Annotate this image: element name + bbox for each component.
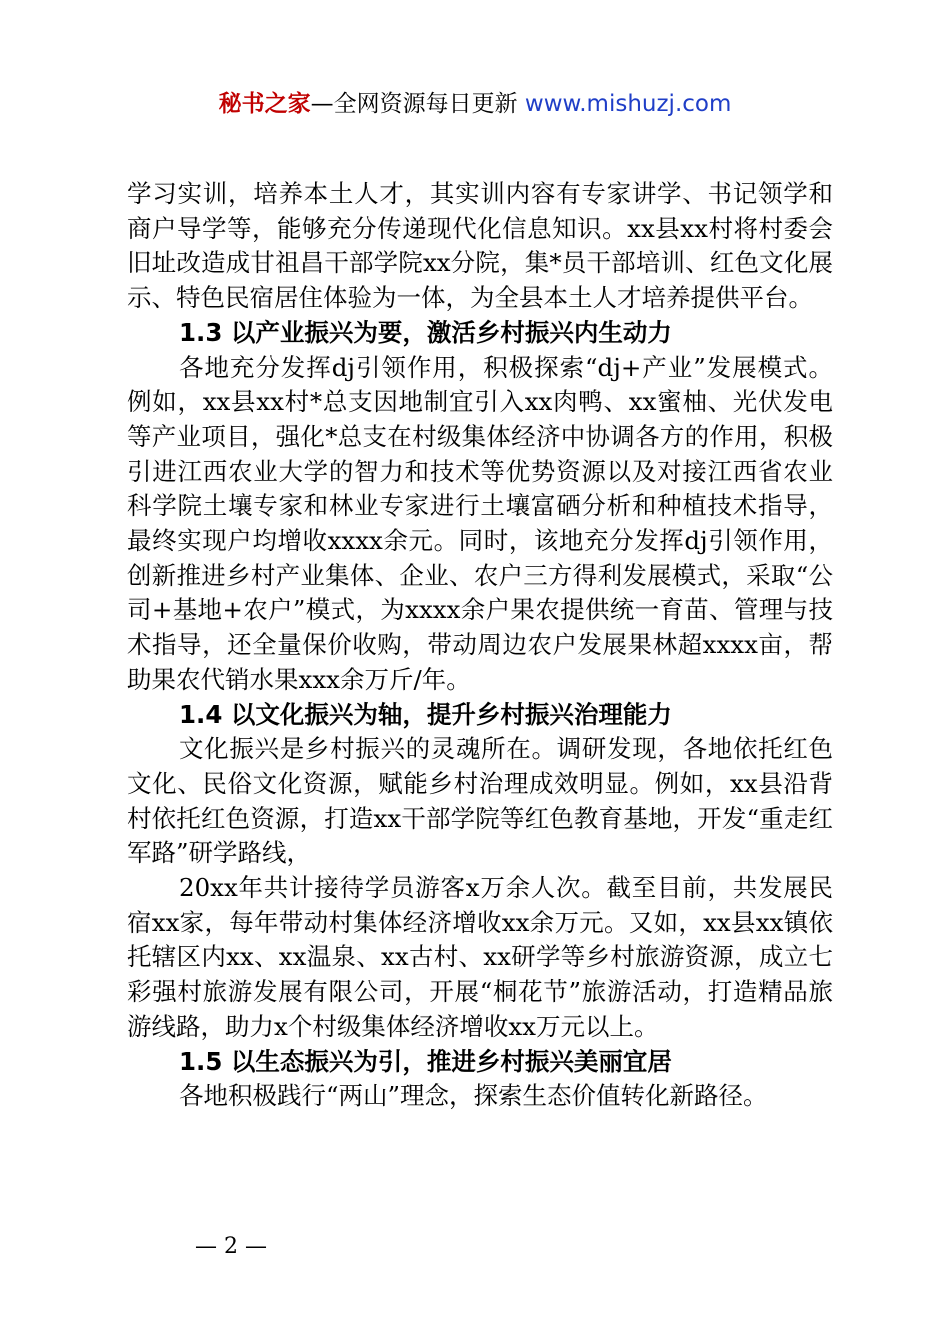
section-heading-1-3: 1.3 以产业振兴为要，激活乡村振兴内生动力 [179, 317, 672, 347]
paragraph: 各地积极践行“两山”理念，探索生态价值转化新路径。 [179, 1081, 768, 1111]
site-header [0, 88, 950, 120]
paragraph: 20xx年共计接待学员游客x万余人次。截至目前，共发展民宿xx家，每年带动村集体经济增收xx余万元。又如，xx县xx镇依托辖区内xx、xx温泉、xx古村、xx研学等乡村旅游资源，成立七彩强村旅游发展有限公司，开展“桐花节”旅游活动，打造精品旅游线路，助力x个村级集体经济增收xx万元以上。 [127, 873, 833, 1041]
page-number: — 2 — [195, 1234, 267, 1259]
paragraph: 学习实训，培养本土人才，其实训内容有专家讲学、书记领学和商户导学等，能够充分传递现代化信息知识。xx县xx村将村委会旧址改造成甘祖昌干部学院xx分院，集*员干部培训、红色文化展示、特色民宿居住体验为一体，为全县本土人才培养提供平台。 [127, 179, 833, 313]
header-tagline: —全网资源每日更新 [310, 91, 525, 117]
document-body [127, 177, 833, 1114]
section-heading-1-5: 1.5 以生态振兴为引，推进乡村振兴美丽宜居 [179, 1046, 672, 1076]
paragraph: 文化振兴是乡村振兴的灵魂所在。调研发现，各地依托红色文化、民俗文化资源，赋能乡村治理成效明显。例如，xx县沿背村依托红色资源，打造xx干部学院等红色教育基地，开发“重走红军路”研学路线， [127, 734, 833, 868]
paragraph: 各地充分发挥dj引领作用，积极探索“dj+产业”发展模式。例如，xx县xx村*总支因地制宜引入xx肉鸭、xx蜜柚、光伏发电等产业项目，强化*总支在村级集体经济中协调各方的作用，积极引进江西农业大学的智力和技术等优势资源以及对接江西省农业科学院土壤专家和林业专家进行土壤富硒分析和种植技术指导，最终实现户均增收xxxx余元。同时，该地充分发挥dj引领作用，创新推进乡村产业集体、企业、农户三方得利发展模式，采取“公司+基地+农户”模式，为xxxx余户果农提供统一育苗、管理与技术指导，还全量保价收购，带动周边农户发展果林超xxxx亩，帮助果农代销水果xxx余万斤/年。 [127, 352, 833, 694]
section-heading-1-4: 1.4 以文化振兴为轴，提升乡村振兴治理能力 [179, 699, 672, 729]
brand-name: 秘书之家 [218, 91, 311, 117]
site-url-link[interactable]: www.mishuzj.com [524, 91, 732, 117]
